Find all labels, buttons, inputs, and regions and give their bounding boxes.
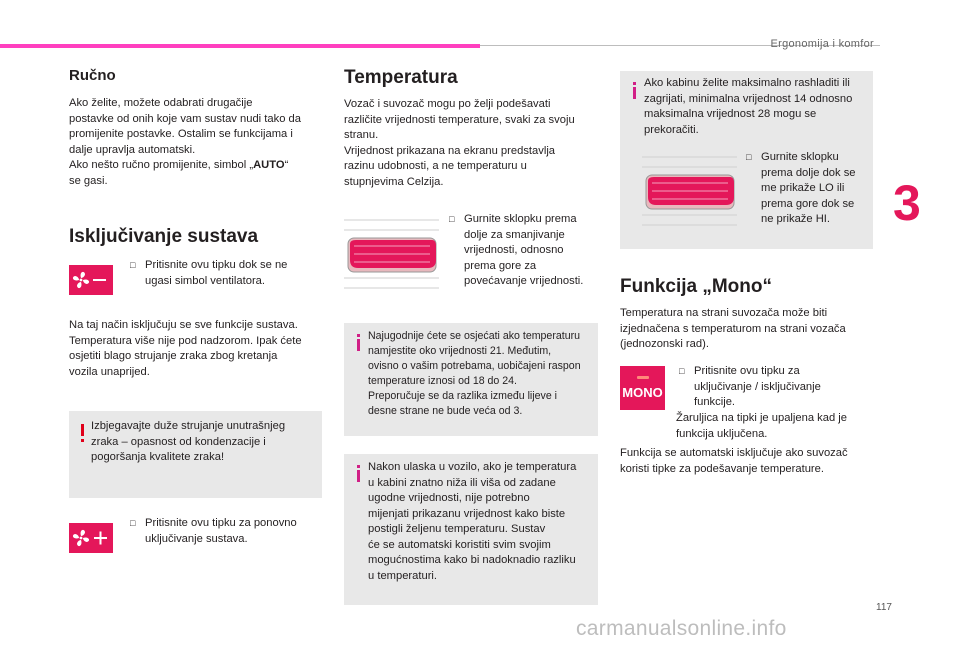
- info-box-max: [620, 71, 873, 249]
- fan-off-button: [69, 265, 113, 295]
- info-entry-text: Nakon ulaska u vozilo, ako je temperatura u kabini znatno niža ili viša od zadane ugodne vrijednosti, nije potrebno mijenjati prikazanu vrijednost kako biste postigli željenu temperaturu. Sustav će se automatski koristiti svim svojim mogućnostima kako bi nadoknadio razliku u temperaturi.: [368, 461, 577, 582]
- mono-lamp-note: Žaruljica na tipki je upaljena kad je funkcija uključena.: [676, 412, 848, 440]
- info-icon: [633, 82, 636, 98]
- bullet-on: □ Pritisnite ovu tipku za ponovno uključivanje sustava.: [130, 517, 297, 545]
- chapter-number: 3: [893, 175, 921, 231]
- mono-paragraph: Temperatura na strani suvozača može biti izjednačena s temperaturom na strani vozača (jednozonski rad).: [620, 307, 846, 350]
- iskljucivanje-paragraph: Na taj način isključuju se sve funkcije sustava. Temperatura više nije pod nadzorom. Ipak ćete osjetiti blago strujanje zraka zbog kretanja vozila unaprijed.: [69, 319, 302, 378]
- info-box-comfort: [344, 323, 598, 436]
- bullet-lo-hi: □ Gurnite sklopku prema dolje dok se me prikaže LO ili prema gore dok se ne prikaže HI.: [746, 151, 856, 225]
- mono-label: MONO: [622, 385, 663, 400]
- heading-rucno: Ručno: [69, 67, 116, 84]
- heading-iskljucivanje: Isključivanje sustava: [69, 226, 259, 247]
- heading-temperatura: Temperatura: [344, 67, 458, 88]
- warning-box: [69, 411, 322, 498]
- info-comfort-text: Najugodnije ćete se osjećati ako temperaturu namjestite oko vrijednosti 21. Međutim, ovisno o vašim potrebama, uobičajeni raspon temperature iznosi od 18 do 24. Preporučuje se da razlika između lijeve i desne strane ne bude veća od 3.: [368, 330, 581, 417]
- header-accent-bar: [0, 44, 480, 48]
- warning-text: Izbjegavajte duže strujanje unutrašnjeg zraka – opasnost od kondenzacije i pogoršanja kvalitete zraka!: [91, 420, 286, 463]
- bullet-mono: □ Pritisnite ovu tipku za uključivanje / isključivanje funkcije.: [679, 365, 821, 408]
- bullet-temperature: □ Gurnite sklopku prema dolje za smanjivanje vrijednosti, odnosno prema gore za povećavanje vrijednosti.: [449, 213, 584, 287]
- page-number: 117: [876, 602, 892, 613]
- fan-off-icon: [69, 265, 113, 295]
- section-title: Ergonomija i komfor: [770, 38, 874, 50]
- fan-on-button: [69, 523, 113, 553]
- temperature-switch-image: [344, 216, 439, 294]
- mono-button: [620, 366, 665, 410]
- info-box-entry: [344, 454, 598, 605]
- heading-mono: Funkcija „Mono“: [620, 276, 772, 297]
- info-icon: [357, 334, 360, 350]
- warning-icon: [81, 424, 85, 442]
- mono-auto-off: Funkcija se automatski isključuje ako suvozač koristi tipke za podešavanje temperature.: [620, 447, 848, 475]
- bullet-off: □ Pritisnite ovu tipku dok se ne ugasi simbol ventilatora.: [130, 259, 288, 287]
- temperatura-paragraph: Vozač i suvozač mogu po želji podešavati različite vrijednosti temperature, svaki za svoju stranu. Vrijednost prikazana na ekranu predstavlja razinu udobnosti, a ne temperaturu u stupnjevima Celzija.: [344, 98, 575, 188]
- info-icon: [357, 465, 360, 481]
- temperature-switch-image: [642, 153, 737, 231]
- mono-lamp: [637, 376, 649, 379]
- fan-on-icon: [69, 523, 113, 553]
- rucno-paragraph: Ako želite, možete odabrati drugačije postavke od onih koje vam sustav nudi tako da promijenite postavke. Ostalim se funkcijama i dalje upravlja automatski. Ako nešto ručno promijenite, simbol „AUTO“ se gasi.: [69, 97, 301, 187]
- info-max-text: Ako kabinu želite maksimalno rashladiti ili zagrijati, minimalna vrijednost 14 odnosno maksimalna vrijednost 28 mogu se prekoračiti.: [644, 77, 853, 136]
- watermark: carmanualsonline.info: [576, 617, 787, 640]
